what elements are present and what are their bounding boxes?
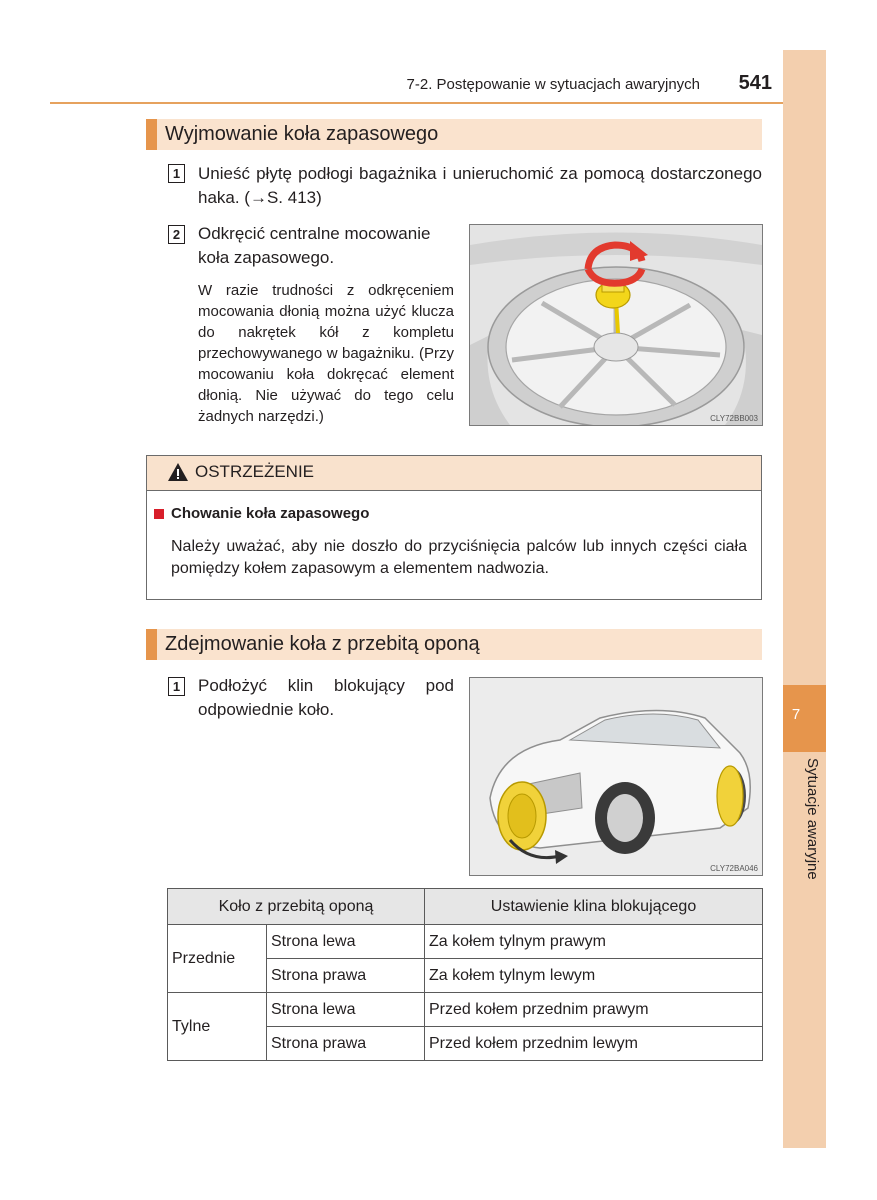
warning-box (146, 455, 762, 600)
image-code: CLY72BB003 (710, 414, 758, 423)
step-2-text: Odkręcić centralne mocowanie koła zapasowego. (198, 224, 431, 267)
header-divider (50, 102, 783, 104)
warning-bullet-square (154, 509, 164, 519)
running-header-chapter: 7-2. Postępowanie w sytuacjach awaryjnych (406, 76, 700, 93)
step-1-text: Podłożyć klin blokujący pod odpowiednie koło. (198, 676, 454, 719)
table-group-cell: Przednie (168, 925, 267, 993)
car-drawing (470, 678, 762, 875)
side-tab-number: 7 (791, 706, 801, 723)
table-header-row (168, 889, 763, 925)
table-cell: Strona prawa (267, 1027, 425, 1061)
side-thumb-strip (783, 50, 826, 1148)
warning-text: Należy uważać, aby nie doszło do przyciśnięcia palców lub innych części ciała pomiędzy kołem zapasowym a elementem nadwozia. (171, 538, 747, 577)
warning-title: OSTRZEŻENIE (195, 462, 315, 481)
car-wheel-chock-illustration (469, 677, 763, 876)
spare-wheel-illustration (469, 224, 763, 426)
spare-wheel-drawing (470, 225, 762, 425)
step-number-badge: 1 (168, 677, 185, 696)
table-cell: Za kołem tylnym prawym (425, 925, 763, 959)
section-heading-flat-tire-removal (146, 629, 762, 660)
warning-header (147, 456, 761, 491)
table-group-cell: Tylne (168, 993, 267, 1061)
wheel-chock-table (167, 888, 763, 1061)
table-cell: Przed kołem przednim prawym (425, 993, 763, 1027)
section-title: Wyjmowanie koła zapasowego (165, 123, 439, 145)
table-row (168, 993, 763, 1027)
step-1-text: Unieść płytę podłogi bagażnika i unieruchomić za pomocą dostarczonego haka. (→S. 413) (198, 164, 762, 207)
table-cell: Strona prawa (267, 959, 425, 993)
table-row (168, 925, 763, 959)
table-cell: Strona lewa (267, 993, 425, 1027)
page-number: 541 (738, 72, 772, 94)
table-header-cell: Koło z przebitą oponą (168, 889, 425, 925)
table-cell: Za kołem tylnym lewym (425, 959, 763, 993)
table-cell: Strona lewa (267, 925, 425, 959)
step-number-badge: 2 (168, 225, 185, 244)
table-header-cell: Ustawienie klina blokującego (425, 889, 763, 925)
step-2-note: W razie trudności z odkręceniem mocowania dłonią można użyć klucza do nakrętek kół z kompletu przechowywanego w bagażniku. (Przy mocowaniu koła dokręcać element dłonią. Nie używać do tego celu żadnych narzędzi.) (198, 282, 454, 425)
section-title: Zdejmowanie koła z przebitą oponą (165, 633, 480, 655)
section-heading-spare-removal (146, 119, 762, 150)
image-code: CLY72BA046 (710, 864, 758, 873)
step-number-badge: 1 (168, 164, 185, 183)
warning-triangle-icon (167, 462, 189, 482)
table-cell: Przed kołem przednim lewym (425, 1027, 763, 1061)
side-tab-title: Sytuacje awaryjne (804, 758, 821, 880)
warning-subtitle: Chowanie koła zapasowego (171, 505, 370, 522)
